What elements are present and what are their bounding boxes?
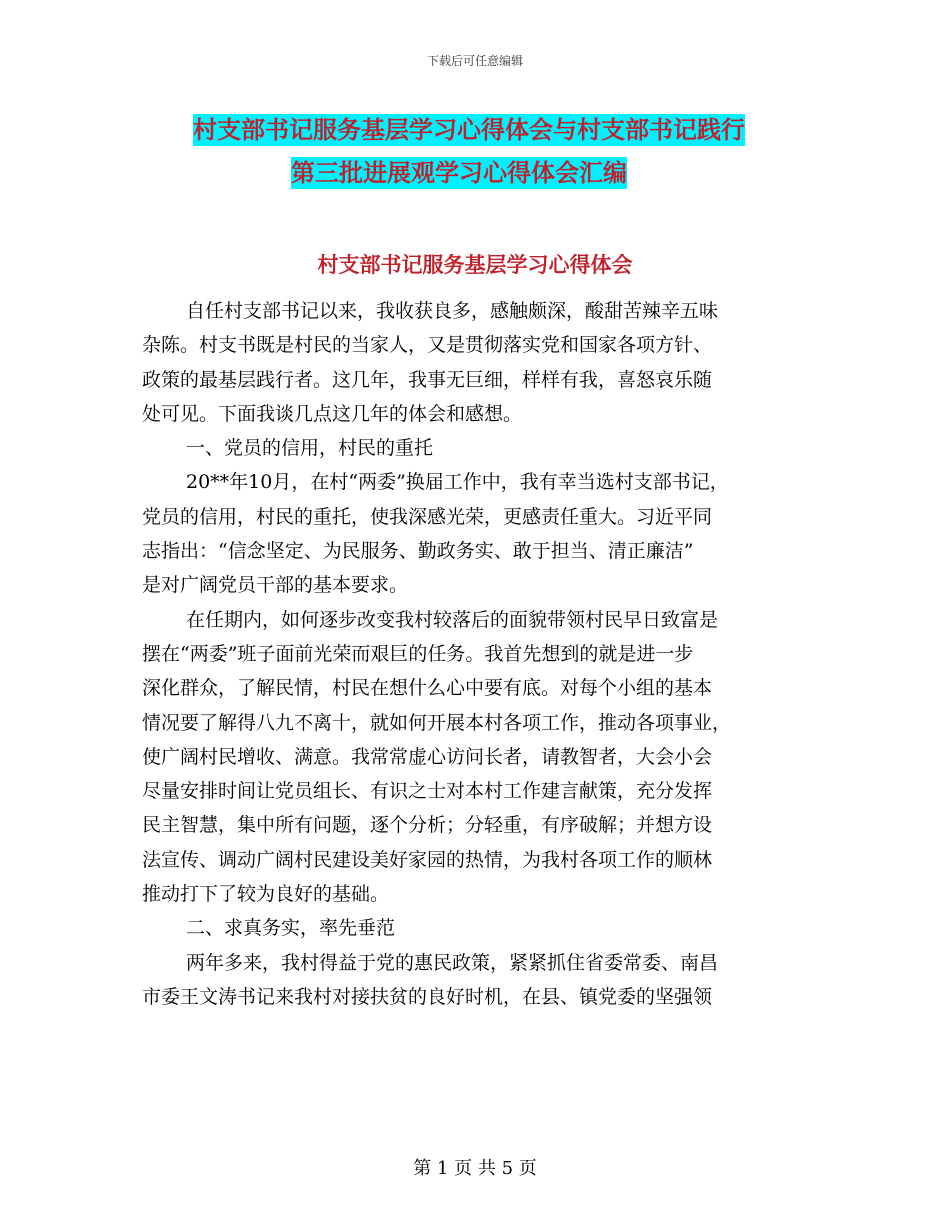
body-line: 处可见。下面我谈几点这几年的体会和感想。	[142, 402, 523, 425]
body-line: 市委王文涛书记来我村对接扶贫的良好时机，在县、镇党委的坚强领	[142, 985, 713, 1008]
body-line: 尽量安排时间让党员组长、有识之士对本村工作建言献策，充分发挥	[142, 780, 713, 803]
body-line: 政策的最基层践行者。这几年，我事无巨细，样样有我，喜怒哀乐随	[142, 368, 713, 391]
heading-line: 二、求真务实，率先垂范	[186, 917, 396, 940]
header-note: 下载后可任意编辑	[426, 54, 523, 68]
body-line: 深化群众，了解民情，村民在想什么心中要有底。对每个小组的基本	[142, 677, 713, 700]
body-text	[142, 294, 812, 1014]
main-title-line-2-text: 第三批进展观学习心得体会汇编	[291, 159, 627, 187]
body-line: 自任村支部书记以来，我收获良多，感触颇深，酸甜苦辣辛五味	[186, 300, 719, 322]
body-line: 志指出：“信念坚定、为民服务、勤政务实、敢于担当、清正廉洁”	[142, 540, 694, 563]
heading-line: 一、党员的信用，村民的重托	[186, 437, 434, 460]
body-line: 民主智慧，集中所有问题，逐个分析；分轻重，有序破解；并想方设	[142, 814, 713, 837]
body-line: 摆在“两委”班子面前光荣而艰巨的任务。我首先想到的就是进一步	[142, 642, 694, 665]
main-title-line-1	[193, 114, 813, 146]
body-line: 情况要了解得八九不离十，就如何开展本村各项工作，推动各项事业，	[142, 711, 732, 734]
body-line: 杂陈。村支书既是村民的当家人，又是贯彻落实党和国家各项方针、	[142, 334, 713, 357]
body-line: 20**年10月，在村“两委”换届工作中，我有幸当选村支部书记，	[186, 471, 729, 494]
body-line: 推动打下了较为良好的基础。	[142, 883, 390, 906]
main-title-line-2	[291, 157, 711, 189]
body-line: 法宣传、调动广阔村民建设美好家园的热情，为我村各项工作的顺林	[142, 848, 713, 871]
body-line: 党员的信用，村民的重托，使我深感光荣，更感责任重大。习近平同	[142, 505, 713, 528]
body-line: 两年多来，我村得益于党的惠民政策，紧紧抓住省委常委、南昌	[186, 951, 719, 974]
page-footer: 第 1 页 共 5 页	[413, 1158, 537, 1179]
body-line: 是对广阔党员干部的基本要求。	[142, 574, 409, 597]
body-line: 在任期内，如何逐步改变我村较落后的面貌带领村民早日致富是	[186, 608, 719, 631]
main-title-line-1-text: 村支部书记服务基层学习心得体会与村支部书记践行	[193, 116, 745, 144]
section-title: 村支部书记服务基层学习心得体会	[317, 253, 633, 277]
body-line: 使广阔村民增收、满意。我常常虚心访问长者，请教智者，大会小会	[142, 745, 713, 768]
